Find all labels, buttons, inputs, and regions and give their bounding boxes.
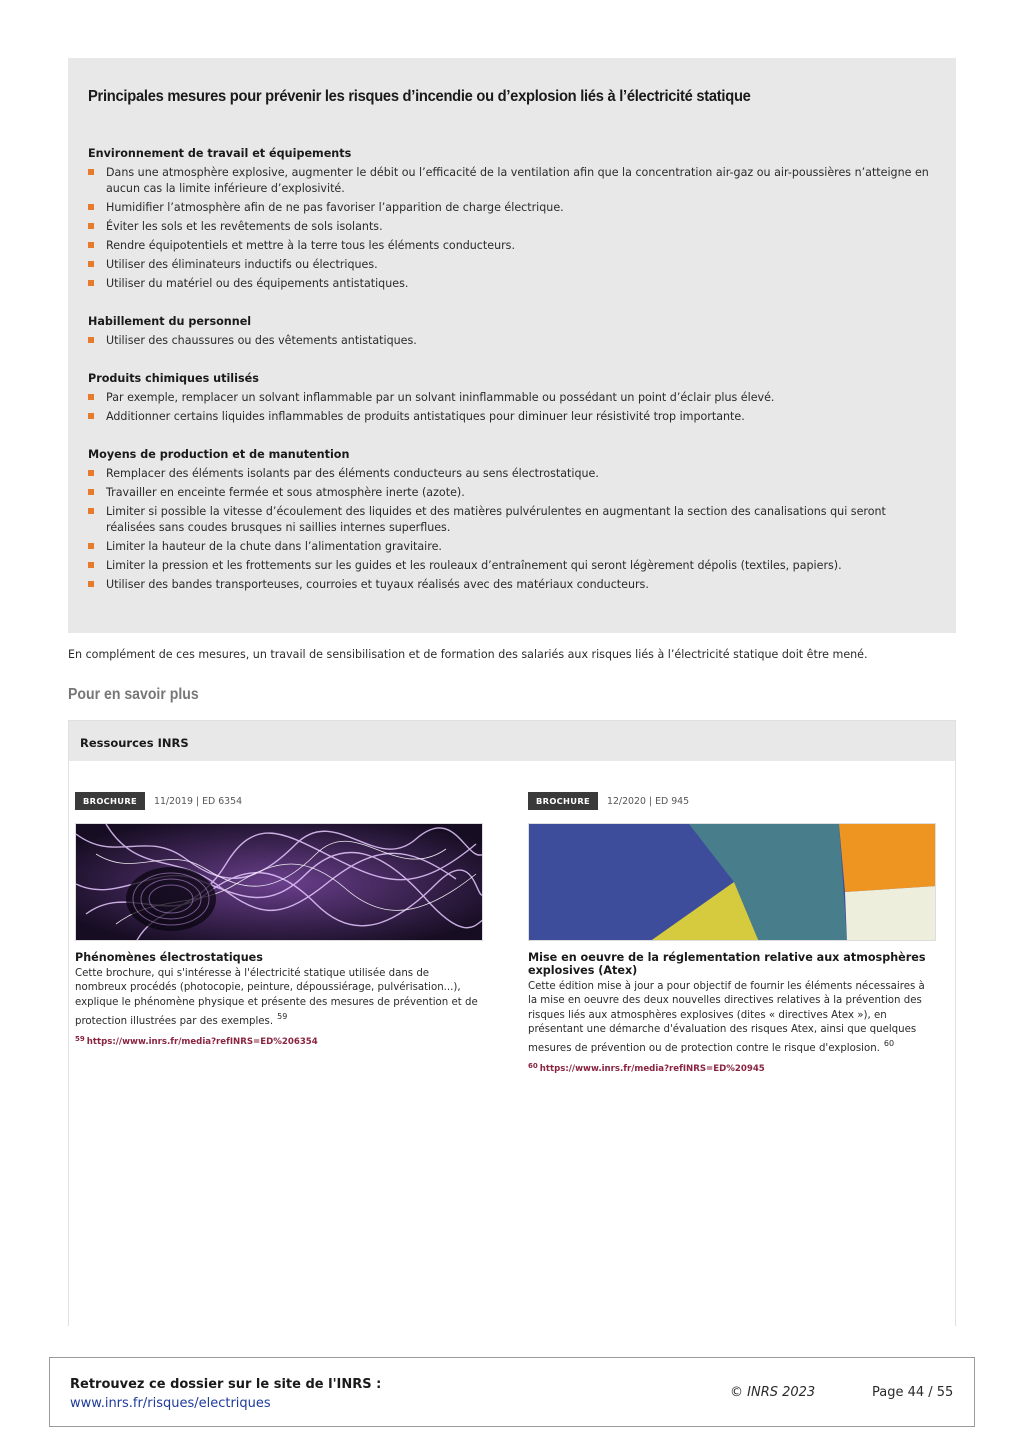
more-info-heading: Pour en savoir plus	[68, 686, 199, 703]
list-item: Remplacer des éléments isolants par des éléments conducteurs au sens électrostatique.	[88, 466, 936, 482]
section-habillement	[88, 314, 936, 349]
footnote-line: $^{59}$ https://www.inrs.fr/media?refINRS=ED%206354	[75, 1035, 318, 1048]
card-meta-row	[75, 792, 483, 810]
complement-paragraph: En complément de ces mesures, un travail de sensibilisation et de formation des salariés aux risques liés à l’électricité statique doit être mené.	[68, 648, 868, 661]
prevention-box	[68, 58, 956, 633]
section-heading: Habillement du personnel	[88, 315, 252, 328]
bullet-icon	[88, 223, 94, 229]
bullet-icon	[88, 280, 94, 286]
bullet-icon	[88, 581, 94, 587]
list-item: Limiter si possible la vitesse d’écoulement des liquides et des matières pulvérulentes en augmentant la section des canalisations qui seront réalisées sans coudes brusques ni saillies internes superflues.	[88, 504, 936, 536]
page-number: Page 44 / 55	[872, 1385, 954, 1400]
list-item: Humidifier l’atmosphère afin de ne pas favoriser l’apparition de charge électrique.	[88, 200, 936, 216]
card-meta-row	[528, 792, 936, 810]
bullet-icon	[88, 470, 94, 476]
box-title: Principales mesures pour prévenir les risques d’incendie ou d’explosion liés à l’électricité statique	[88, 88, 751, 105]
resources-box	[68, 720, 956, 1326]
list-item: Rendre équipotentiels et mettre à la terre tous les éléments conducteurs.	[88, 238, 936, 254]
bullet-icon	[88, 543, 94, 549]
resource-card[interactable]	[75, 792, 483, 1047]
bullet-icon	[88, 242, 94, 248]
cover-image[interactable]	[75, 823, 483, 941]
list-item: Utiliser des éliminateurs inductifs ou électriques.	[88, 257, 936, 273]
cover-image[interactable]	[528, 823, 936, 941]
footer-site-link[interactable]: www.inrs.fr/risques/electriques	[70, 1396, 271, 1411]
bullet-icon	[88, 204, 94, 210]
card-title[interactable]: Mise en oeuvre de la réglementation relative aux atmosphères explosives (Atex)	[528, 951, 926, 977]
section-heading: Moyens de production et de manutention	[88, 448, 350, 461]
card-meta: 11/2019 | ED 6354	[154, 795, 243, 807]
footnote-link[interactable]: https://www.inrs.fr/media?refINRS=ED%20945	[539, 1064, 765, 1075]
bullet-list	[88, 466, 936, 593]
card-meta: 12/2020 | ED 945	[607, 795, 690, 807]
brochure-badge: BROCHURE	[528, 792, 598, 810]
footnote-ref: 59	[277, 1011, 288, 1021]
bullet-list	[88, 390, 936, 425]
bullet-list	[88, 333, 936, 349]
bullet-icon	[88, 394, 94, 400]
list-item: Utiliser des chaussures ou des vêtements antistatiques.	[88, 333, 936, 349]
footnote-link[interactable]: https://www.inrs.fr/media?refINRS=ED%206354	[86, 1037, 318, 1048]
card-description: Cette brochure, qui s'intéresse à l'électricité statique utilisée dans de nombreux procédés (photocopie, peinture, dépoussiérage, pulvérisation...), explique le phénomène physique et présente des mesures de prévention et de protection illustrées par des exemples. $^{59}$	[75, 968, 478, 1027]
bullet-icon	[88, 562, 94, 568]
footer-copyright: © INRS 2023	[730, 1385, 816, 1400]
card-title[interactable]: Phénomènes électrostatiques	[75, 951, 263, 964]
list-item: Limiter la pression et les frottements sur les guides et les rouleaux d’entraînement qui seront légèrement dépolis (textiles, papiers).	[88, 558, 936, 574]
bullet-list	[88, 165, 936, 292]
footnote-ref: 60	[883, 1039, 895, 1049]
section-production	[88, 447, 936, 593]
bullet-icon	[88, 337, 94, 343]
list-item: Par exemple, remplacer un solvant inflammable par un solvant ininflammable ou possédant un point d’éclair plus élevé.	[88, 390, 936, 406]
section-heading: Environnement de travail et équipements	[88, 147, 352, 160]
bullet-icon	[88, 413, 94, 419]
resource-card[interactable]	[528, 792, 936, 1074]
list-item: Dans une atmosphère explosive, augmenter le débit ou l’efficacité de la ventilation afin que la concentration air-gaz ou air-poussières n’atteigne en aucun cas la limite inférieure d’explosivité.	[88, 165, 936, 197]
list-item: Utiliser du matériel ou des équipements antistatiques.	[88, 276, 936, 292]
resources-header: Ressources INRS	[69, 721, 955, 761]
bullet-icon	[88, 489, 94, 495]
list-item: Éviter les sols et les revêtements de sols isolants.	[88, 219, 936, 235]
section-heading: Produits chimiques utilisés	[88, 372, 259, 385]
footer-title: Retrouvez ce dossier sur le site de l'INRS :	[70, 1377, 382, 1392]
brochure-badge: BROCHURE	[75, 792, 145, 810]
list-item: Travailler en enceinte fermée et sous atmosphère inerte (azote).	[88, 485, 936, 501]
section-produits	[88, 371, 936, 425]
bullet-icon	[88, 508, 94, 514]
bullet-icon	[88, 169, 94, 175]
page-footer	[49, 1357, 975, 1427]
card-description: Cette édition mise à jour a pour objectif de fournir les éléments nécessaires à la mise en oeuvre des deux nouvelles directives relatives à la prévention des risques liés aux atmosphères explosives (dites « directives Atex »), en présentant une démarche d'évaluation des risques Atex, ainsi que quelques mesures de prévention ou de protection contre le risque d'explosion. $^{60}$	[528, 981, 925, 1055]
footnote-line: $^{60}$ https://www.inrs.fr/media?refINRS=ED%20945	[528, 1062, 765, 1075]
list-item: Utiliser des bandes transporteuses, courroies et tuyaux réalisés avec des matériaux conducteurs.	[88, 577, 936, 593]
geometric-cover-image	[529, 824, 936, 941]
bullet-icon	[88, 261, 94, 267]
list-item: Limiter la hauteur de la chute dans l’alimentation gravitaire.	[88, 539, 936, 555]
electric-arcs-image	[76, 824, 483, 941]
list-item: Additionner certains liquides inflammables de produits antistatiques pour diminuer leur résistivité trop importante.	[88, 409, 936, 425]
section-environnement	[88, 146, 936, 292]
